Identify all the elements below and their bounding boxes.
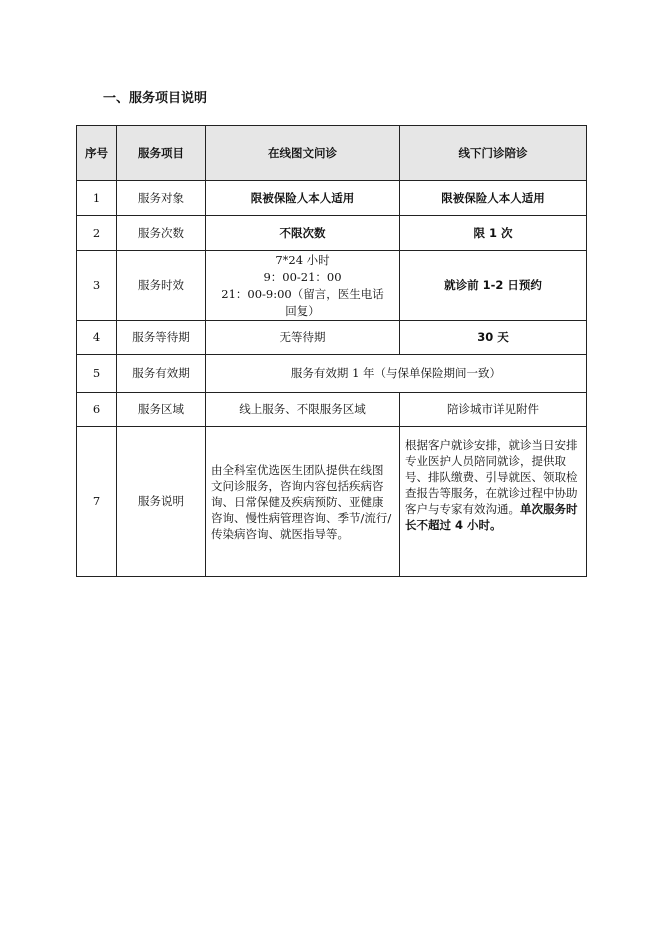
online-hours-line: 9：00-21：00 <box>263 269 342 284</box>
header-item: 服务项目 <box>117 126 206 181</box>
row-offline: 就诊前 1-2 日预约 <box>400 251 587 321</box>
header-no: 序号 <box>77 126 117 181</box>
row-item: 服务区域 <box>117 393 206 427</box>
row-no: 4 <box>77 321 117 355</box>
row-item: 服务等待期 <box>117 321 206 355</box>
row-item: 服务说明 <box>117 427 206 577</box>
row-no: 1 <box>77 181 117 216</box>
row-no: 5 <box>77 355 117 393</box>
offline-duration-note: 单次服务时长不超过 4 小时。 <box>405 502 578 532</box>
row-merged-value: 服务有效期 1 年（与保单保险期间一致） <box>206 355 587 393</box>
row-online-description: 由全科室优选医生团队提供在线图文问诊服务，咨询内容包括疾病咨询、日常保健及疾病预防、亚健康咨询、慢性病管理咨询、季节/流行/传染病咨询、就医指导等。 <box>206 427 400 577</box>
table-row <box>77 321 587 355</box>
header-online: 在线图文问诊 <box>206 126 400 181</box>
row-offline: 限被保险人本人适用 <box>400 181 587 216</box>
table-row <box>77 181 587 216</box>
row-online: 不限次数 <box>206 216 400 251</box>
table-header-row <box>77 126 587 181</box>
row-item: 服务有效期 <box>117 355 206 393</box>
row-online: 线上服务、不限服务区域 <box>206 393 400 427</box>
row-offline: 限 1 次 <box>400 216 587 251</box>
offline-description-text: 根据客户就诊安排，就诊当日安排专业医护人员陪同就诊，提供取号、排队缴费、引导就医、领取检查报告等服务，在就诊过程中协助客户与专家有效沟通。 <box>405 438 578 516</box>
row-online <box>206 251 400 321</box>
table-row <box>77 393 587 427</box>
online-hours-line: 回复） <box>285 303 320 318</box>
header-offline: 线下门诊陪诊 <box>400 126 587 181</box>
row-offline: 陪诊城市详见附件 <box>400 393 587 427</box>
row-online: 限被保险人本人适用 <box>206 181 400 216</box>
row-no: 6 <box>77 393 117 427</box>
row-item: 服务时效 <box>117 251 206 321</box>
row-no: 7 <box>77 427 117 577</box>
table-row <box>77 216 587 251</box>
section-heading: 一、服务项目说明 <box>103 91 208 106</box>
row-offline-description <box>400 427 587 577</box>
row-online: 无等待期 <box>206 321 400 355</box>
online-hours-line: 21：00-9:00（留言，医生电话 <box>221 286 384 301</box>
row-no: 3 <box>77 251 117 321</box>
table-row <box>77 251 587 321</box>
table-row <box>77 427 587 577</box>
row-offline: 30 天 <box>400 321 587 355</box>
row-no: 2 <box>77 216 117 251</box>
row-item: 服务次数 <box>117 216 206 251</box>
service-table <box>76 125 587 577</box>
online-hours-line: 7*24 小时 <box>275 252 330 267</box>
table-row <box>77 355 587 393</box>
row-item: 服务对象 <box>117 181 206 216</box>
